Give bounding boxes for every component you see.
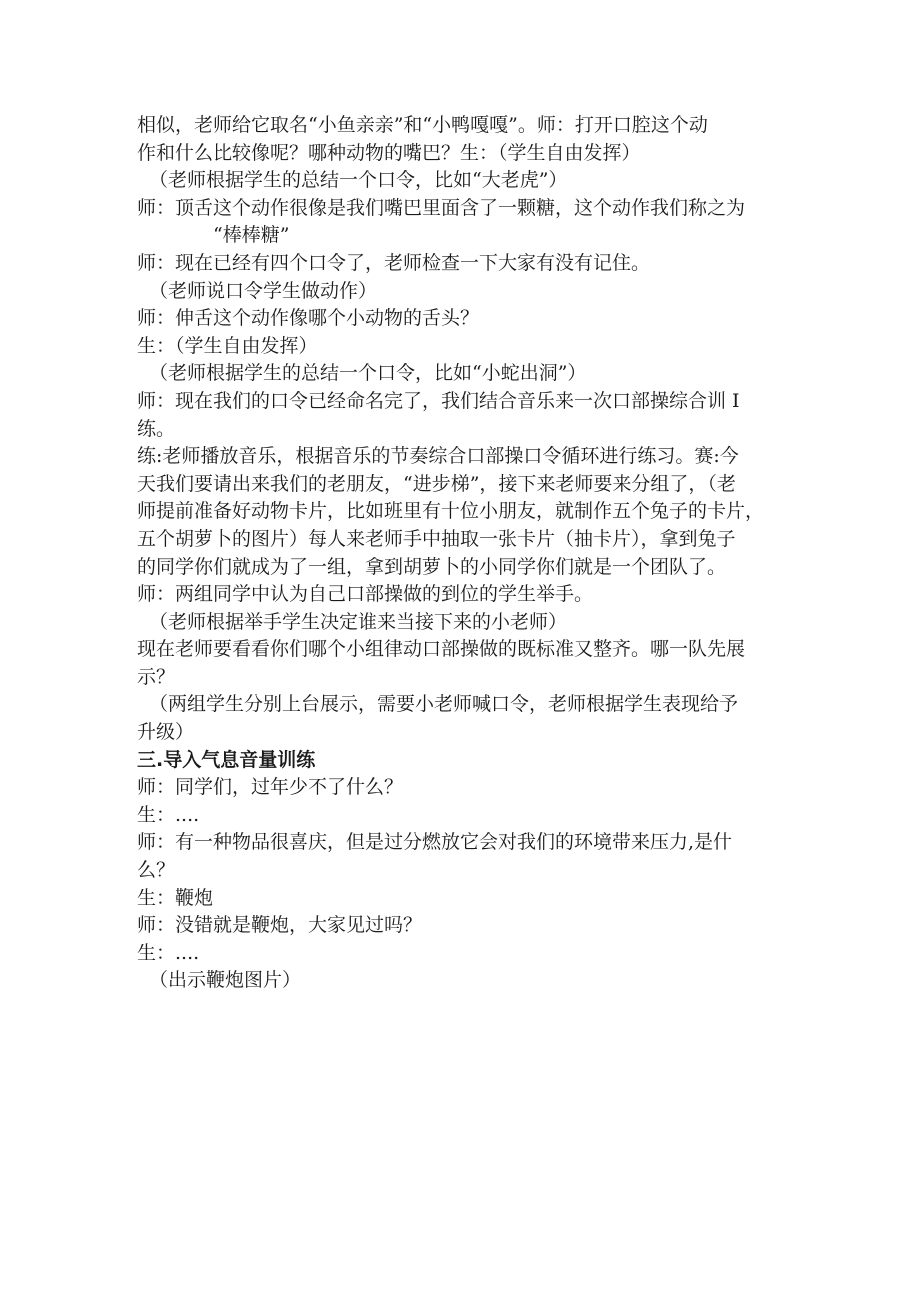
text-line: 师：顶舌这个动作很像是我们嘴巴里面含了一颗糖，这个动作我们称之为: [137, 196, 746, 219]
text-line: 么？: [137, 859, 176, 882]
text-line: （老师根据学生的总结一个口令，比如“小蛇出洞”）: [149, 362, 587, 385]
text-line: 升级）: [137, 721, 195, 744]
text-line: 练:老师播放音乐，根据音乐的节奏综合口部操口令循环进行练习。赛:今: [137, 445, 739, 468]
lesson-text: [137, 112, 787, 995]
text-line: 生：....: [137, 803, 200, 826]
text-line: 师：现在我们的口令已经命名完了，我们结合音乐来一次口部操综合训 I: [137, 389, 740, 412]
text-line: （老师根据学生的总结一个口令，比如“大老虎”）: [149, 169, 568, 192]
text-line: 师提前准备好动物卡片，比如班里有十位小朋友，就制作五个兔子的卡片，: [137, 500, 765, 523]
text-line: 示？: [137, 665, 176, 688]
section-heading: 三.导入气息音量训练: [137, 748, 316, 771]
text-line: 师：伸舌这个动作像哪个小动物的舌头？: [137, 307, 480, 330]
text-line: 天我们要请出来我们的老朋友，“进步梯”，接下来老师要来分组了，（老: [137, 472, 736, 495]
text-line: 生：....: [137, 941, 200, 964]
text-line: 师：同学们，过年少不了什么？: [137, 776, 404, 799]
text-line: （老师说口令学生做动作）: [149, 279, 378, 302]
text-line: （老师根据举手学生决定谁来当接下来的小老师）: [149, 610, 568, 633]
text-line: 师：现在已经有四个口令了，老师检查一下大家有没有记住。: [137, 251, 651, 274]
text-line: 师：没错就是鞭炮，大家见过吗？: [137, 914, 423, 937]
text-line: 生：鞭炮: [137, 886, 214, 909]
text-line: 现在老师要看看你们哪个小组律动口部操做的既标准又整齐。哪一队先展: [137, 638, 746, 661]
text-line: 生：（学生自由发挥）: [137, 334, 318, 357]
text-line: “棒棒糖”: [213, 224, 290, 247]
text-line: 师：两组同学中认为自己口部操做的到位的学生举手。: [137, 583, 594, 606]
text-line: （两组学生分别上台展示，需要小老师喊口令，老师根据学生表现给予: [149, 693, 739, 716]
text-line: 五个胡萝卜的图片）每人来老师手中抽取一张卡片（抽卡片），拿到兔子: [137, 527, 736, 550]
text-line: 师：有一种物品很喜庆，但是过分燃放它会对我们的环境带来压力,是什: [137, 831, 733, 854]
text-line: 作和什么比较像呢？哪种动物的嘴巴？生：（学生自由发挥）: [137, 141, 641, 164]
text-line: 相似，老师给它取名“小鱼亲亲”和“小鸭嘎嘎”。师：打开口腔这个动: [137, 114, 708, 136]
text-line: （出示鞭炮图片）: [149, 969, 302, 992]
text-line: 练。: [137, 417, 176, 440]
text-line: 的同学你们就成为了一组，拿到胡萝卜的小同学你们就是一个团队了。: [137, 555, 727, 578]
